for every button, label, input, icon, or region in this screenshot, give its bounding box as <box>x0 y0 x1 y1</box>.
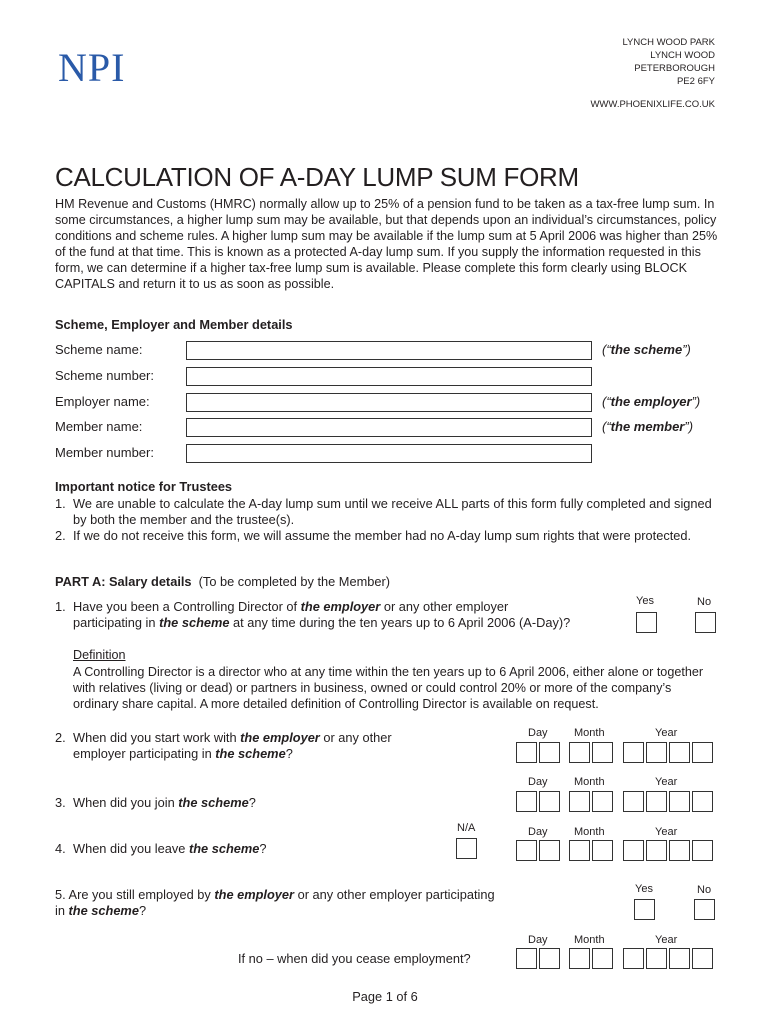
date-box[interactable] <box>516 840 537 861</box>
q1-no-label: No <box>697 596 712 608</box>
scheme-number-field[interactable] <box>186 367 592 386</box>
date-box[interactable] <box>516 742 537 763</box>
company-address <box>622 36 715 88</box>
date-box[interactable] <box>623 840 644 861</box>
question-4: 4. When did you leave the scheme? <box>55 841 267 856</box>
date-box[interactable] <box>646 742 667 763</box>
date-box[interactable] <box>692 791 713 812</box>
q5-yes-checkbox[interactable] <box>634 899 655 920</box>
member-number-label: Member number: <box>55 445 154 460</box>
website: WWW.PHOENIXLIFE.CO.UK <box>590 99 715 110</box>
employer-name-label: Employer name: <box>55 394 150 409</box>
date-box[interactable] <box>592 948 613 969</box>
form-title: CALCULATION OF A-DAY LUMP SUM FORM <box>55 162 579 192</box>
date-box[interactable] <box>692 948 713 969</box>
scheme-name-field[interactable] <box>186 341 592 360</box>
date-box[interactable] <box>646 948 667 969</box>
date-box[interactable] <box>669 948 690 969</box>
date-box[interactable] <box>669 742 690 763</box>
q4-day-label: Day <box>528 826 548 838</box>
page-number: Page 1 of 6 <box>352 989 418 1004</box>
date-box[interactable] <box>646 840 667 861</box>
date-box[interactable] <box>592 791 613 812</box>
q4-na-label: N/A <box>457 822 476 834</box>
address-line: PETERBOROUGH <box>634 63 715 74</box>
date-box[interactable] <box>623 791 644 812</box>
date-box[interactable] <box>516 948 537 969</box>
q3-month-label: Month <box>574 776 605 788</box>
q5f-day-label: Day <box>528 934 548 946</box>
date-box[interactable] <box>539 791 560 812</box>
date-box[interactable] <box>646 791 667 812</box>
member-name-field[interactable] <box>186 418 592 437</box>
employer-alias: (“the employer”) <box>602 394 701 409</box>
definition-title: Definition <box>73 648 126 662</box>
notice-heading: Important notice for Trustees <box>55 479 233 494</box>
q4-na-checkbox[interactable] <box>456 838 477 859</box>
question-2: 2. When did you start work with the employer or any other employer participating in the scheme? <box>55 730 392 761</box>
intro-paragraph: HM Revenue and Customs (HMRC) normally allow up to 25% of a pension fund to be taken as a tax-free lump sum. In some circumstances, a higher lump sum may be available, but that depends upon an individual’s circumstances, policy conditions and scheme rules. A higher lump sum may be available if the lump sum at 5 April 2006 was higher than 25% of the fund at that time. This is known as a protected A-day lump sum. If you supply the information requested in this form, we can determine if a higher tax-free lump sum is available. Please complete this form clearly using BLOCK CAPITALS and return it to us as soon as possible. <box>55 197 718 291</box>
q5-followup: If no – when did you cease employment? <box>238 951 471 966</box>
notice-item-number: 2. <box>55 528 66 543</box>
notice-item-text: We are unable to calculate the A-day lump sum until we receive ALL parts of this form fully completed and signed by both the member and the trustee(s). <box>73 496 712 527</box>
notice-item <box>55 496 715 544</box>
member-number-field[interactable] <box>186 444 592 463</box>
member-name-label: Member name: <box>55 419 143 434</box>
notice-item-text: If we do not receive this form, we will assume the member had no A-day lump sum rights that were protected. <box>73 528 692 543</box>
question-3: 3. When did you join the scheme? <box>55 795 256 810</box>
q2-month-label: Month <box>574 727 605 739</box>
scheme-alias: (“the scheme”) <box>602 342 691 357</box>
q1-yes-label: Yes <box>636 595 654 607</box>
npi-logo: NPI <box>58 45 126 90</box>
q4-year-label: Year <box>655 826 678 838</box>
q5-no-checkbox[interactable] <box>694 899 715 920</box>
date-box[interactable] <box>569 948 590 969</box>
date-box[interactable] <box>539 742 560 763</box>
q5-no-label: No <box>697 884 712 896</box>
address-line: PE2 6FY <box>676 76 715 87</box>
q3-day-label: Day <box>528 776 548 788</box>
q4-month-label: Month <box>574 826 605 838</box>
date-box[interactable] <box>569 840 590 861</box>
definition-text: A Controlling Director is a director who at any time within the ten years up to 6 April 2006, either alone or together with relatives (living or dead) or partners in business, owned or could control 20% or more of the company’s ordinary share capital. A more detailed definition of Controlling Director is available on request. <box>73 665 704 711</box>
q1-yes-checkbox[interactable] <box>636 612 657 633</box>
date-box[interactable] <box>569 791 590 812</box>
question-5: 5. Are you still employed by the employer or any other employer participating in the scheme? <box>55 887 495 918</box>
q5-yes-label: Yes <box>635 883 653 895</box>
part-a-heading: PART A: Salary details (To be completed by the Member) <box>55 574 390 589</box>
date-box[interactable] <box>669 791 690 812</box>
date-box[interactable] <box>669 840 690 861</box>
details-heading: Scheme, Employer and Member details <box>55 317 293 332</box>
address-line: LYNCH WOOD PARK <box>622 37 715 48</box>
date-box[interactable] <box>569 742 590 763</box>
date-box[interactable] <box>539 840 560 861</box>
date-box[interactable] <box>592 742 613 763</box>
address-line: LYNCH WOOD <box>650 50 715 61</box>
scheme-name-label: Scheme name: <box>55 342 143 357</box>
date-box[interactable] <box>539 948 560 969</box>
q5f-month-label: Month <box>574 934 605 946</box>
date-box[interactable] <box>592 840 613 861</box>
member-alias: (“the member”) <box>602 419 694 434</box>
q5f-year-label: Year <box>655 934 678 946</box>
q2-year-label: Year <box>655 727 678 739</box>
date-box[interactable] <box>623 742 644 763</box>
q3-year-label: Year <box>655 776 678 788</box>
q1-no-checkbox[interactable] <box>695 612 716 633</box>
date-box[interactable] <box>516 791 537 812</box>
employer-name-field[interactable] <box>186 393 592 412</box>
date-box[interactable] <box>692 742 713 763</box>
date-box[interactable] <box>623 948 644 969</box>
scheme-number-label: Scheme number: <box>55 368 154 383</box>
notice-item-number: 1. <box>55 496 66 511</box>
question-1: 1. Have you been a Controlling Director of the employer or any other employer participating in the scheme at any time during the ten years up to 6 April 2006 (A-Day)? <box>55 599 571 630</box>
q2-day-label: Day <box>528 727 548 739</box>
date-box[interactable] <box>692 840 713 861</box>
